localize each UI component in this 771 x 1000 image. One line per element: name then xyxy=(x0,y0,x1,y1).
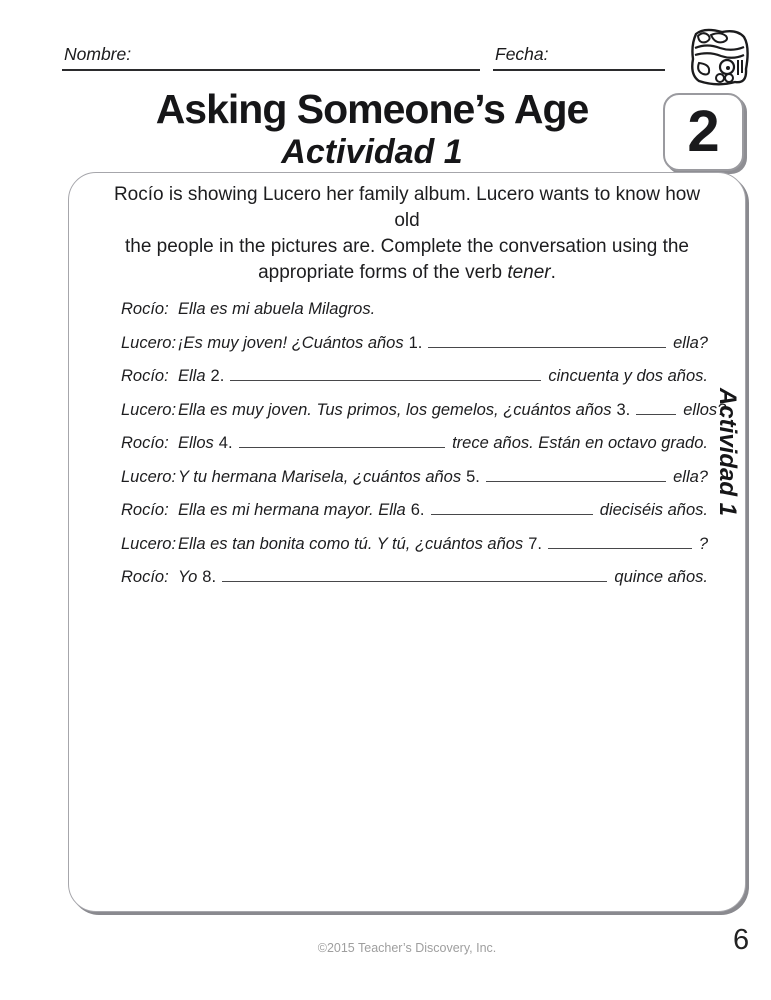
dialog-line xyxy=(121,568,708,588)
dialog-item-number: 7. xyxy=(528,534,542,553)
nombre-label: Nombre: xyxy=(64,44,132,64)
dialog-text: Ella es tan bonita como tú. Y tú, ¿cuántos años xyxy=(178,534,524,553)
unit-number-badge xyxy=(663,93,744,171)
dialog-text: Ella es muy joven. Tus primos, los gemelos, ¿cuántos años xyxy=(178,400,612,419)
title-block xyxy=(0,88,744,172)
dialog-text: Ella xyxy=(178,367,206,385)
dialog-text-after-blank: quince años. xyxy=(614,568,708,586)
dialog-line xyxy=(121,501,708,521)
dialog-line xyxy=(121,535,708,555)
answer-blank xyxy=(548,548,692,549)
dialog-line xyxy=(121,300,708,320)
dialog-text: Ella es mi abuela Milagros. xyxy=(178,300,376,318)
dialog-speaker: Rocío: xyxy=(121,501,169,519)
dialog-text-after-blank: ella? xyxy=(673,467,708,486)
dialog-line xyxy=(121,367,708,387)
answer-blank xyxy=(230,380,541,381)
answer-blank xyxy=(431,514,593,515)
dialog-line xyxy=(121,400,727,421)
answer-blank xyxy=(428,347,666,348)
answer-blank xyxy=(486,481,666,482)
dialog-text-after-blank: trece años. Están en octavo grado. xyxy=(452,434,708,452)
dialog-item-number: 3. xyxy=(616,400,631,419)
dialog-line xyxy=(121,434,708,454)
dialog-text-after-blank: ella? xyxy=(673,333,708,352)
dialog xyxy=(121,300,727,602)
dialog-item-number: 1. xyxy=(408,333,423,352)
dialog-speaker: Rocío: xyxy=(121,300,169,318)
unit-number: 2 xyxy=(687,99,720,164)
dialog-item-number: 6. xyxy=(410,501,425,519)
copyright-text: ©2015 Teacher’s Discovery, Inc. xyxy=(317,941,497,955)
dialog-text-after-blank: dieciséis años. xyxy=(599,501,708,519)
answer-blank xyxy=(239,447,446,448)
dialog-text-after-blank: ? xyxy=(698,534,708,553)
dialog-text: Ellos xyxy=(178,434,214,452)
page-subtitle: Actividad 1 xyxy=(281,133,463,172)
dialog-speaker: Lucero: xyxy=(121,400,177,419)
dialog-text-after-blank: cincuenta y dos años. xyxy=(548,367,708,385)
answer-blank xyxy=(636,414,676,415)
maya-glyph-icon xyxy=(687,27,753,89)
instructions-line3-end: . xyxy=(550,262,556,284)
instructions xyxy=(107,182,707,286)
page-title: Asking Someone’s Age xyxy=(155,86,589,132)
dialog-line xyxy=(121,334,708,354)
worksheet-box xyxy=(68,172,746,912)
dialog-item-number: 2. xyxy=(210,367,225,385)
dialog-speaker: Rocío: xyxy=(121,434,169,452)
fecha-field xyxy=(493,44,665,71)
dialog-item-number: 8. xyxy=(202,568,217,586)
dialog-text: Yo xyxy=(178,568,198,586)
dialog-speaker: Rocío: xyxy=(121,367,169,385)
answer-blank xyxy=(222,581,607,582)
dialog-text-after-blank: ellos? xyxy=(683,400,727,419)
dialog-speaker: Lucero: xyxy=(121,333,177,352)
dialog-speaker: Lucero: xyxy=(121,534,177,553)
fecha-label: Fecha: xyxy=(495,44,549,64)
instructions-verb: tener xyxy=(507,262,551,284)
dialog-item-number: 5. xyxy=(466,467,480,486)
instructions-line3: appropriate forms of the verb xyxy=(258,262,503,284)
dialog-speaker: Lucero: xyxy=(121,467,177,486)
instructions-line1: Rocío is showing Lucero her family album. Lucero wants to know how old xyxy=(113,184,701,232)
page-number: 6 xyxy=(733,924,750,956)
dialog-text: ¡Es muy joven! ¿Cuántos años xyxy=(178,333,404,352)
side-label: Actividad 1 xyxy=(714,387,741,517)
dialog-line xyxy=(121,468,708,488)
dialog-text: Y tu hermana Marisela, ¿cuántos años xyxy=(178,467,462,486)
dialog-text: Ella es mi hermana mayor. Ella xyxy=(178,501,406,519)
nombre-field xyxy=(62,44,480,71)
dialog-item-number: 4. xyxy=(218,434,233,452)
instructions-line2: the people in the pictures are. Complete the conversation using the xyxy=(124,236,690,258)
dialog-speaker: Rocío: xyxy=(121,568,169,586)
